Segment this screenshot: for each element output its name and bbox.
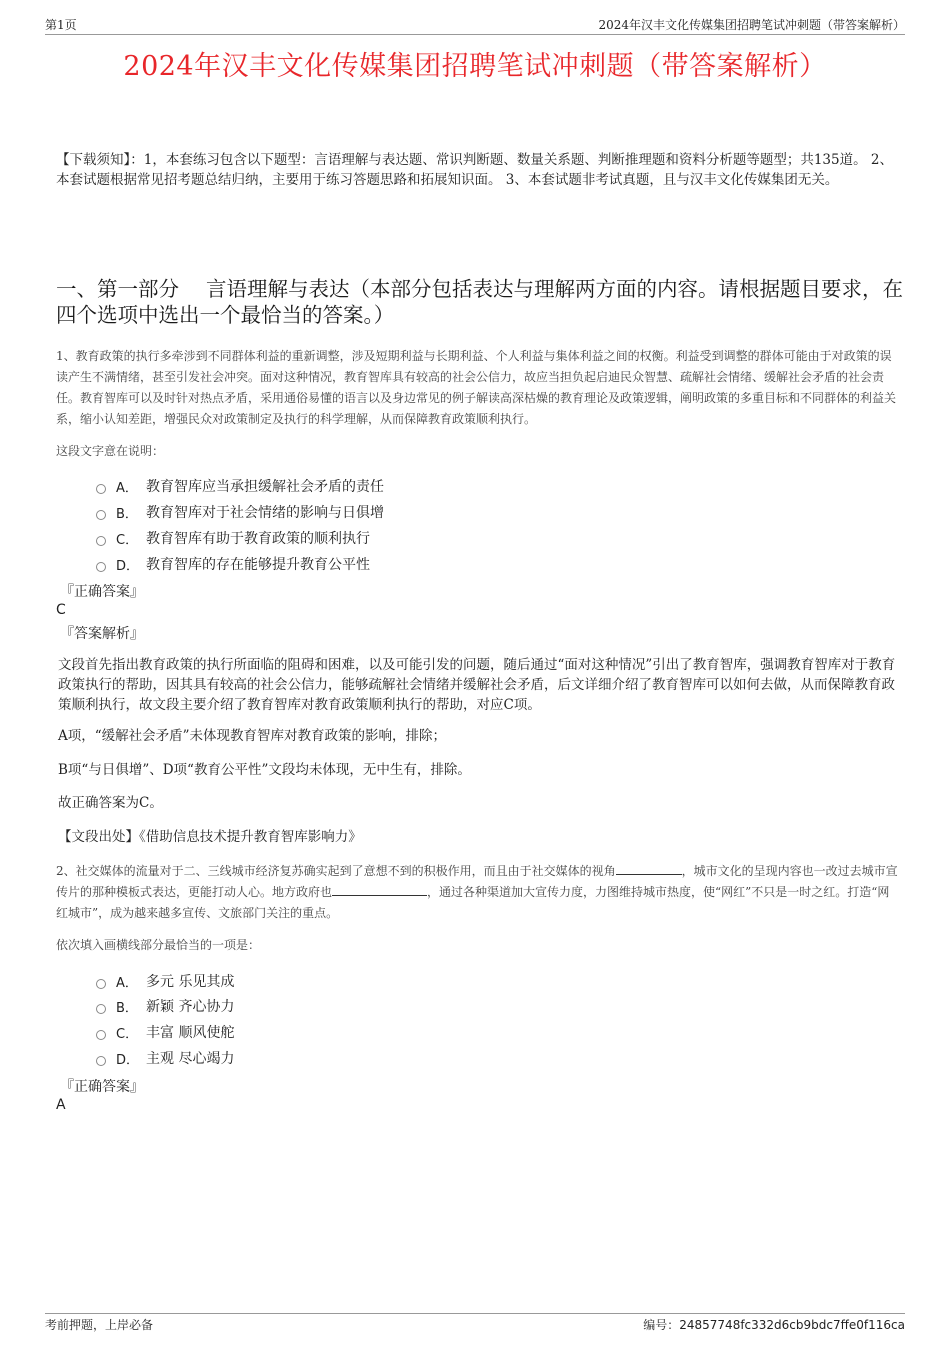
q1-answer-label: 『正确答案』 — [60, 584, 144, 600]
q1-answer: C — [56, 602, 66, 618]
option-text: 教育智库应当承担缓解社会矛盾的责任 — [146, 479, 384, 495]
page-number: 第1页 — [45, 18, 77, 32]
document-title: 2024年汉丰文化传媒集团招聘笔试冲刺题（带答案解析） — [123, 51, 827, 82]
q1-option-d[interactable]: D． 教育智库的存在能够提升教育公平性 — [96, 554, 370, 574]
header-doc-title: 2024年汉丰文化传媒集团招聘笔试冲刺题（带答案解析） — [598, 18, 905, 32]
radio-icon[interactable] — [96, 510, 106, 520]
q2-option-d[interactable]: D． 主观 尽心竭力 — [96, 1048, 234, 1068]
q1-option-b[interactable]: B． 教育智库对于社会情绪的影响与日俱增 — [96, 502, 384, 522]
download-notice: 【下载须知】：1，本套练习包含以下题型：言语理解与表达题、常识判断题、数量关系题、判断推理题和资料分析题等题型；共135道。 2、本套试题根据常见招考题总结归纳，主要用于练习答题思路和拓展知识面。 3、本套试题非考试真题，且与汉丰文化传媒集团无关。 — [56, 152, 893, 188]
section-heading: 一、第一部分 言语理解与表达（本部分包括表达与理解两方面的内容。请根据题目要求，在四个选项中选出一个最恰当的答案。） — [56, 277, 904, 327]
q1-analysis-main: 文段首先指出教育政策的执行所面临的阻碍和困难，以及可能引发的问题，随后通过“面对这种情况”引出了教育智库，强调教育智库对于教育政策执行的帮助，因其具有较高的社会公信力，能够疏解社会情绪并缓解社会矛盾，后文详细介绍了教育智库可以如何去做，从而保障教育政策顺利执行，故文段主要介绍了教育智库对教育政策顺利执行的帮助，对应C项。 — [58, 657, 896, 713]
q1-analysis-bd: B项“与日俱增”、D项“教育公平性”文段均未体现，无中生有，排除。 — [58, 762, 471, 778]
q2-stem: 2、社交媒体的流量对于二、三线城市经济复苏确实起到了意想不到的积极作用，而且由于社交媒体的视角 ，城市文化的呈现内容也一改过去城市宣传片的那种模板式表达，更能打动人心。地方政府也 ，通过各种渠道加大宣传力度，力图维持城市热度，使“网红”不只是一时之红。打造“网红城市”，成为越来越多宣传、文旅部门关注的重点。 — [56, 864, 898, 920]
q1-analysis-a: A项，“缓解社会矛盾”未体现教育智库对教育政策的影响，排除； — [58, 728, 447, 744]
radio-icon[interactable] — [96, 1056, 106, 1066]
q2-answer-label: 『正确答案』 — [60, 1079, 144, 1095]
q1-stem: 1、教育政策的执行多牵涉到不同群体利益的重新调整，涉及短期利益与长期利益、个人利益与集体利益之间的权衡。利益受到调整的群体可能由于对政策的误读产生不满情绪，甚至引发社会冲突。面对这种情况，教育智库具有较高的社会公信力，故应当担负起启迪民众智慧、疏解社会情绪、缓解社会矛盾的社会责任。教育智库可以及时针对热点矛盾，采用通俗易懂的语言以及身边常见的例子解读高深枯燥的教育理论及政策逻辑，阐明政策的多重目标和不同群体的利益关系，缩小认知差距，增强民众对政策制定及执行的科学理解，从而保障教育政策顺利执行。 — [56, 349, 897, 426]
blank-line-2 — [332, 883, 427, 896]
option-text: 教育智库有助于教育政策的顺利执行 — [146, 531, 370, 547]
radio-icon[interactable] — [96, 536, 106, 546]
q1-analysis-conclusion: 故正确答案为C。 — [58, 795, 163, 811]
footer-slogan: 考前押题，上岸必备 — [45, 1318, 154, 1332]
page-header — [45, 14, 905, 35]
radio-icon[interactable] — [96, 562, 106, 572]
q2-answer: A — [56, 1097, 66, 1113]
page-footer — [45, 1313, 905, 1334]
option-text: 主观 尽心竭力 — [146, 1051, 235, 1067]
q1-option-c[interactable]: C． 教育智库有助于教育政策的顺利执行 — [96, 528, 370, 548]
q2-option-a[interactable]: A． 多元 乐见其成 — [96, 971, 234, 991]
option-text: 多元 乐见其成 — [146, 974, 235, 990]
q1-source: 【文段出处】《借助信息技术提升教育智库影响力》 — [58, 829, 362, 845]
radio-icon[interactable] — [96, 1030, 106, 1040]
q1-prompt: 这段文字意在说明： — [56, 444, 165, 458]
blank-line-1 — [616, 862, 682, 875]
option-text: 新颖 齐心协力 — [146, 999, 235, 1015]
option-text: 教育智库对于社会情绪的影响与日俱增 — [146, 505, 384, 521]
q2-prompt: 依次填入画横线部分最恰当的一项是： — [56, 938, 261, 952]
radio-icon[interactable] — [96, 484, 106, 494]
footer-doc-id: 编号：24857748fc332d6cb9bdc7ffe0f116ca — [643, 1318, 905, 1332]
q2-option-b[interactable]: B． 新颖 齐心协力 — [96, 996, 234, 1016]
q1-option-a[interactable]: A． 教育智库应当承担缓解社会矛盾的责任 — [96, 476, 384, 496]
option-text: 丰富 顺风使舵 — [146, 1025, 235, 1041]
q1-analysis-label: 『答案解析』 — [60, 626, 144, 642]
q2-option-c[interactable]: C． 丰富 顺风使舵 — [96, 1022, 234, 1042]
radio-icon[interactable] — [96, 979, 106, 989]
option-text: 教育智库的存在能够提升教育公平性 — [146, 557, 370, 573]
radio-icon[interactable] — [96, 1004, 106, 1014]
